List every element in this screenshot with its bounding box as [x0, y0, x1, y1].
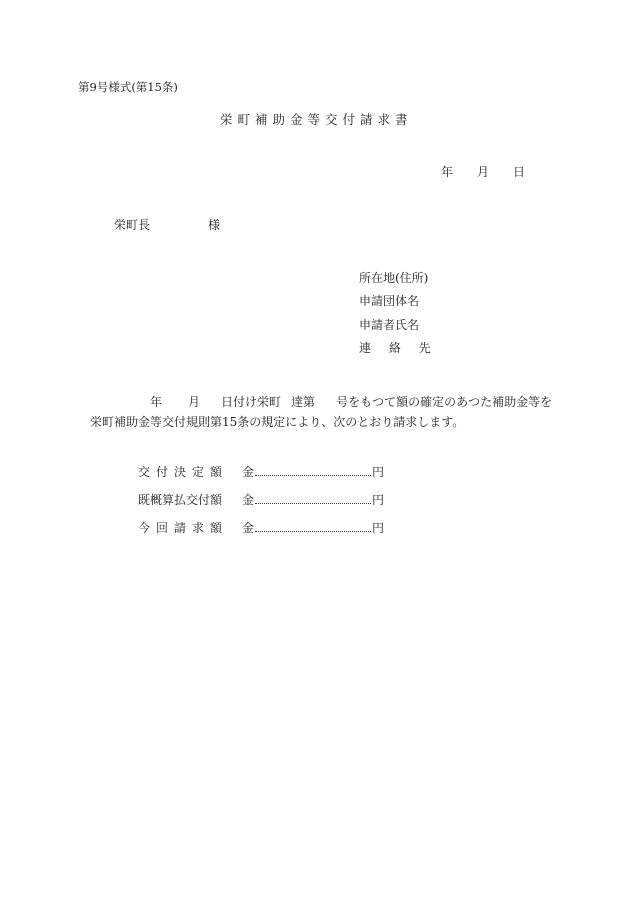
amount-suffix: 円 [372, 493, 385, 507]
amount-suffix: 円 [372, 521, 385, 535]
date-line [441, 166, 525, 178]
amount-row-request [138, 521, 384, 534]
date-month: 月 [477, 165, 490, 179]
amount-input-line[interactable] [255, 521, 371, 532]
applicant-name-label: 申請者氏名 [359, 318, 420, 332]
body-tatsu: 達第 [291, 395, 316, 409]
amount-label: 今回請求額 [138, 521, 229, 535]
body-line1-rest: 号をもつて額の確定のあつた補助金等を [336, 395, 553, 409]
amount-prefix: 金 [242, 493, 255, 507]
amount-label: 既概算払交付額 [138, 493, 223, 507]
applicant-group-label: 申請団体名 [359, 294, 420, 308]
addressee-honorific: 様 [208, 218, 221, 232]
amount-prefix: 金 [242, 521, 255, 535]
amount-row-prepaid [138, 493, 384, 506]
body-paragraph-line2: 栄町補助金等交付規則第15条の規定により、次のとおり請求します。 [90, 415, 465, 429]
addressee [114, 219, 220, 231]
date-day: 日 [513, 165, 526, 179]
amount-input-line[interactable] [255, 465, 371, 476]
amount-suffix: 円 [372, 465, 385, 479]
body-year: 年 [150, 395, 163, 409]
date-year: 年 [441, 165, 454, 179]
addressee-name: 栄町長 [114, 218, 151, 232]
amount-input-line[interactable] [255, 493, 371, 504]
amount-row-decision [138, 465, 384, 478]
body-paragraph-line1 [150, 396, 552, 408]
form-number: 第9号様式(第15条) [78, 80, 178, 94]
applicant-contact-label: 連 絡 先 [359, 341, 438, 355]
amount-label: 交付決定額 [138, 465, 229, 479]
document-title: 栄町補助金等交付請求書 [220, 112, 413, 127]
body-month: 月 [188, 395, 201, 409]
body-date-town: 日付け栄町 [221, 395, 282, 409]
amount-prefix: 金 [242, 465, 255, 479]
applicant-address-label: 所在地(住所) [359, 271, 429, 285]
